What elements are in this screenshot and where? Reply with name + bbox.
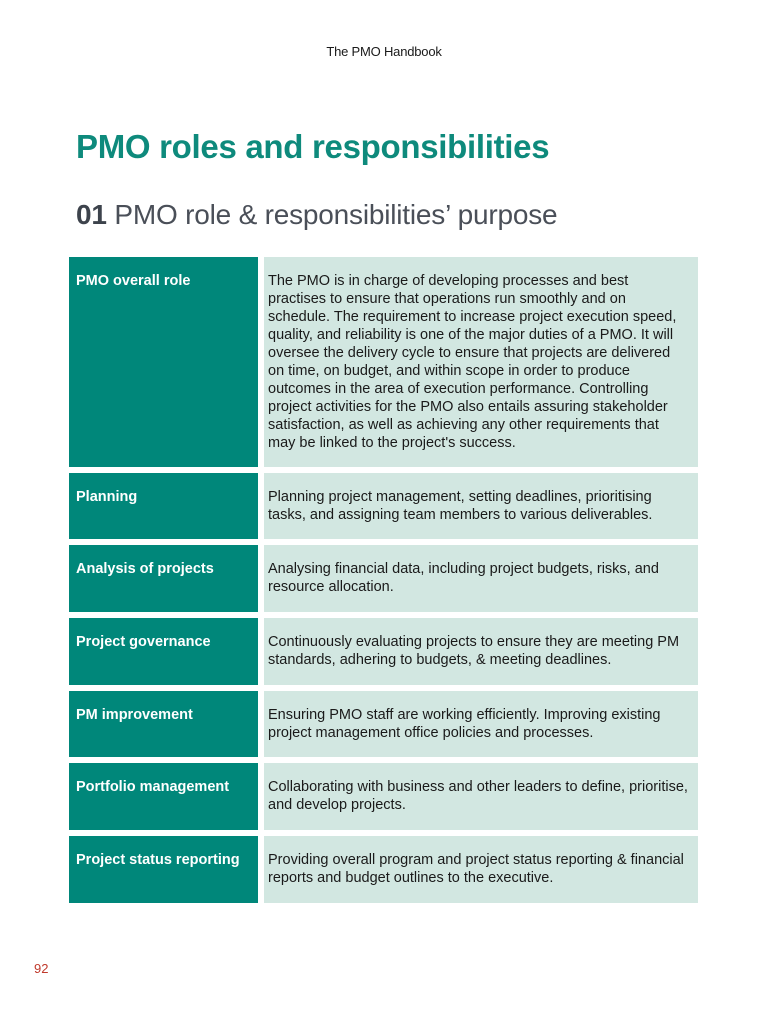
section-title: PMO role & responsibilities’ purpose: [114, 199, 558, 230]
table-row: [69, 545, 698, 612]
role-description-cell: Ensuring PMO staff are working efficiently. Improving existing project management office policies and processes.: [264, 691, 698, 757]
running-header: The PMO Handbook: [326, 44, 442, 59]
table-row: [69, 691, 698, 757]
role-name-cell: PMO overall role: [69, 257, 258, 467]
role-description-cell: Planning project management, setting deadlines, prioritising tasks, and assigning team members to various deliverables.: [264, 473, 698, 539]
role-description-cell: The PMO is in charge of developing processes and best practises to ensure that operations run smoothly and on schedule. The requirement to increase project execution speed, quality, and reliability is one of the major duties of a PMO. It will oversee the delivery cycle to ensure that projects are delivered on time, on budget, and within scope in order to produce outcomes in the area of execution performance. Controlling project activities for the PMO also entails assuring stakeholder satisfaction, as well as achieving any other requirements that may be linked to the project's success.: [264, 257, 698, 467]
role-name-cell: Analysis of projects: [69, 545, 258, 612]
roles-table: [69, 257, 698, 903]
role-name-cell: Project status reporting: [69, 836, 258, 903]
table-row: [69, 257, 698, 467]
role-name-cell: PM improvement: [69, 691, 258, 757]
role-description-cell: Collaborating with business and other leaders to define, prioritise, and develop projects.: [264, 763, 698, 830]
table-row: [69, 473, 698, 539]
role-name-cell: Portfolio management: [69, 763, 258, 830]
role-name-cell: Project governance: [69, 618, 258, 685]
role-description-cell: Analysing financial data, including project budgets, risks, and resource allocation.: [264, 545, 698, 612]
table-row: [69, 618, 698, 685]
page-number: 92: [34, 961, 49, 976]
role-name-cell: Planning: [69, 473, 258, 539]
table-row: [69, 836, 698, 903]
role-description-cell: Continuously evaluating projects to ensure they are meeting PM standards, adhering to budgets, & meeting deadlines.: [264, 618, 698, 685]
role-description-cell: Providing overall program and project status reporting & financial reports and budget outlines to the executive.: [264, 836, 698, 903]
section-number: 01: [76, 199, 107, 230]
table-row: [69, 763, 698, 830]
section-heading: [76, 199, 557, 231]
page-title: PMO roles and responsibilities: [76, 128, 550, 165]
